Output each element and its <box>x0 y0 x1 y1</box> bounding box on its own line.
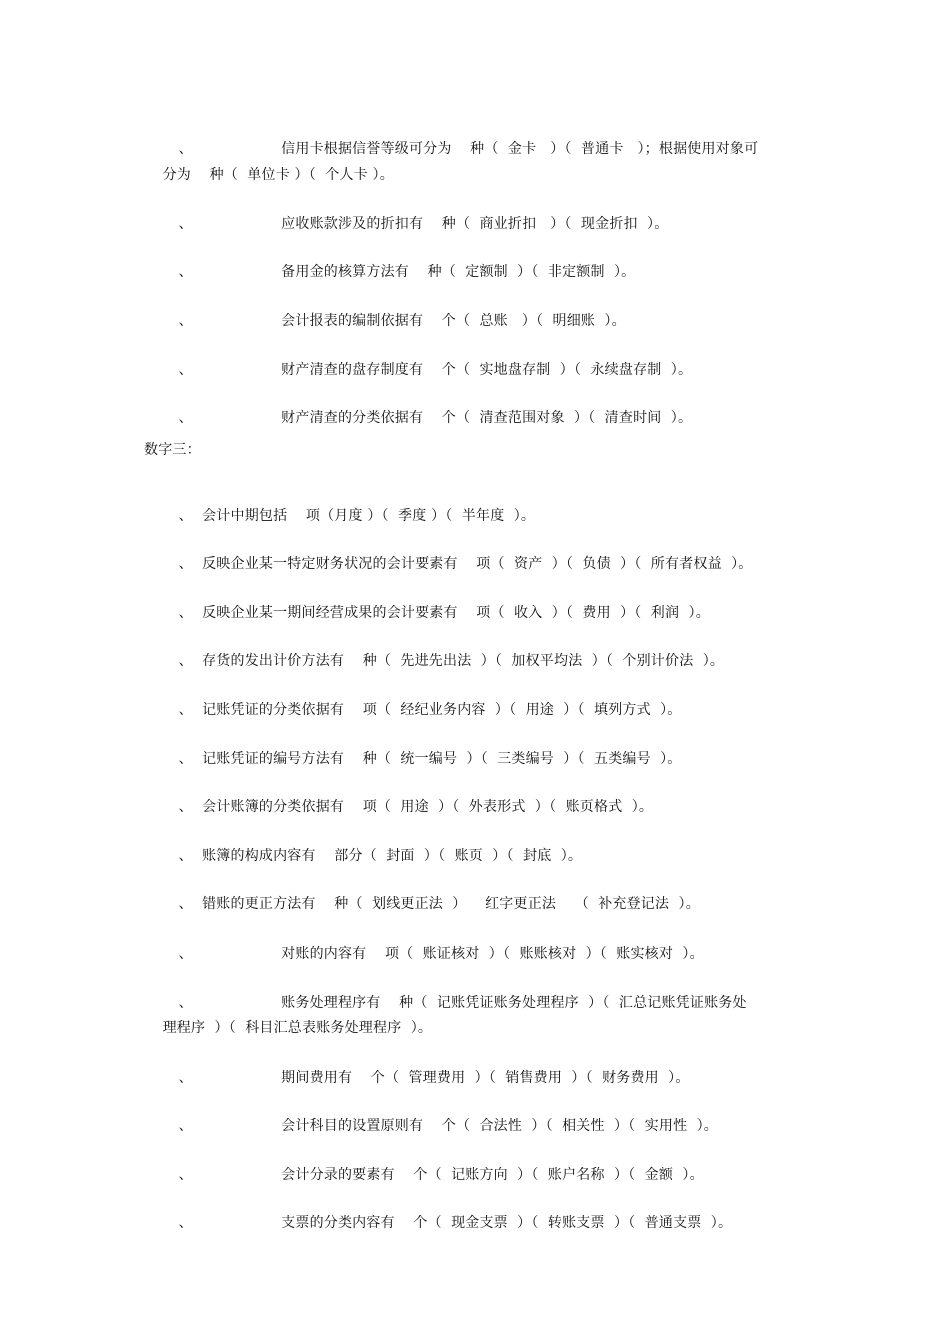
list-item-line <box>144 1004 814 1052</box>
item-text: 、 对账的内容有 项（ 账证核对 ）（ 账账核对 ）（ 账实核对 ）。 <box>178 946 704 962</box>
list-item-line <box>144 1151 814 1199</box>
item-text: 、 会计中期包括 项（月度 ）（ 季度 ）（ 半年度 ）。 <box>178 508 536 524</box>
list-item-line <box>144 1054 814 1102</box>
list-item-line <box>144 540 814 588</box>
item-text: 、 财产清查的盘存制度有 个（ 实地盘存制 ）（ 永续盘存制 ）。 <box>178 362 693 378</box>
list-item-line <box>144 492 814 540</box>
list-item-line <box>144 783 814 831</box>
item-text: 、 存货的发出计价方法有 种（ 先进先出法 ）（ 加权平均法 ）（ 个别计价法 ）。 <box>178 653 725 669</box>
item-text: 、 应收账款涉及的折扣有 种（ 商业折扣 ）（ 现金折扣 ）。 <box>178 216 669 232</box>
list-item-line <box>144 151 814 199</box>
list-item-line <box>144 1199 814 1247</box>
list-item-line <box>144 346 814 394</box>
item-text: 、 备用金的核算方法有 种（ 定额制 ）（ 非定额制 ）。 <box>178 264 636 280</box>
list-item-line <box>144 200 814 248</box>
section-heading: 数字三： <box>144 442 201 458</box>
item-text: 分为 种（ 单位卡 ）（ 个人卡 ）。 <box>162 167 394 183</box>
item-text: 、 记账凭证的编号方法有 种（ 统一编号 ）（ 三类编号 ）（ 五类编号 ）。 <box>178 751 682 767</box>
item-text: 、 期间费用有 个（ 管理费用 ）（ 销售费用 ）（ 财务费用 ）。 <box>178 1070 690 1086</box>
item-text: 、 记账凭证的分类依据有 项（ 经纪业务内容 ）（ 用途 ）（ 填列方式 ）。 <box>178 702 682 718</box>
item-text: 、 会计科目的设置原则有 个（ 合法性 ）（ 相关性 ）（ 实用性 ）。 <box>178 1118 718 1134</box>
item-text: 、 账务处理程序有 种（ 记账凭证账务处理程序 ）（ 汇总记账凭证账务处 <box>178 995 747 1011</box>
item-text: 、 反映企业某一期间经营成果的会计要素有 项（ 收入 ）（ 费用 ）（ 利润 ）。 <box>178 605 710 621</box>
item-text: 、 信用卡根据信誉等级可分为 种（ 金卡 ）（ 普通卡 ）；根据使用对象可 <box>178 141 759 157</box>
list-item-line <box>144 248 814 296</box>
item-text: 理程序 ）（ 科目汇总表账务处理程序 ）。 <box>162 1020 433 1036</box>
list-item-line <box>144 880 814 928</box>
list-item-line <box>144 930 814 978</box>
list-item-line <box>144 686 814 734</box>
list-item-line <box>144 637 814 685</box>
list-item-line <box>144 394 814 442</box>
item-text: 、 财产清查的分类依据有 个（ 清查范围对象 ）（ 清查时间 ）。 <box>178 410 693 426</box>
item-text: 、 支票的分类内容有 个（ 现金支票 ）（ 转账支票 ）（ 普通支票 ）。 <box>178 1215 733 1231</box>
item-text: 、 会计账簿的分类依据有 项（ 用途 ）（ 外表形式 ）（ 账页格式 ）。 <box>178 799 654 815</box>
item-text: 、 错账的更正方法有 种（ 划线更正法 ） 红字更正法 （ 补充登记法 ）。 <box>178 896 700 912</box>
item-text: 、 会计分录的要素有 个（ 记账方向 ）（ 账户名称 ）（ 金额 ）。 <box>178 1167 704 1183</box>
item-text: 、 账簿的构成内容有 部分（ 封面 ）（ 账页 ）（ 封底 ）。 <box>178 848 583 864</box>
list-item-line <box>144 589 814 637</box>
list-item-line <box>144 297 814 345</box>
item-text: 、 反映企业某一特定财务状况的会计要素有 项（ 资产 ）（ 负债 ）（ 所有者权益 ）。 <box>178 556 753 572</box>
list-item-line <box>144 735 814 783</box>
list-item-line <box>144 832 814 880</box>
item-text: 、 会计报表的编制依据有 个（ 总账 ）（ 明细账 ）。 <box>178 313 626 329</box>
list-item-line <box>144 1102 814 1150</box>
